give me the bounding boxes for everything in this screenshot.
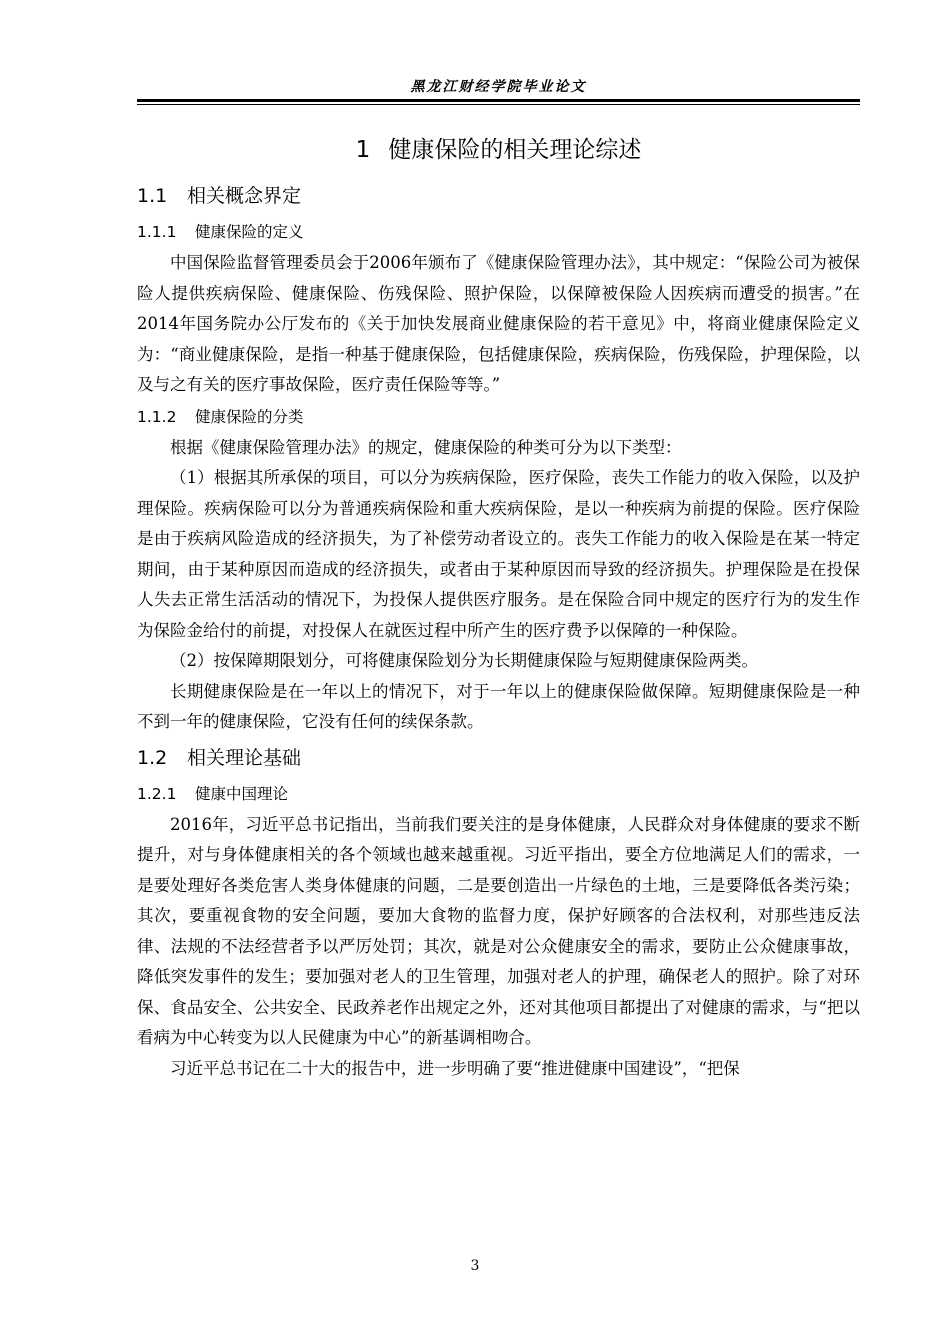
main-content xyxy=(137,130,860,1084)
running-header: 黑龙江财经学院毕业论文 xyxy=(410,79,587,95)
paragraph: 中国保险监督管理委员会于2006年颁布了《健康保险管理办法》，其中规定：“保险公司为被保险人提供疾病保险、健康保险、伤残保险、照护保险，以保障被保险人因疾病而遭受的损害。”在2014年国务院办公厅发布的《关于加快发展商业健康保险的若干意见》中，将商业健康保险定义为：“商业健康保险，是指一种基于健康保险，包括健康保险，疾病保险，伤残保险，护理保险，以及与之有关的医疗事故保险，医疗责任保险等等。” xyxy=(137,253,860,394)
paragraph: 长期健康保险是在一年以上的情况下，对于一年以上的健康保险做保障。短期健康保险是一种不到一年的健康保险，它没有任何的续保条款。 xyxy=(137,681,860,731)
section-number: 1.2 xyxy=(137,746,168,769)
chapter-number: 1 xyxy=(355,137,371,163)
subsection-title: 健康中国理论 xyxy=(195,784,289,803)
paragraph: 2016年，习近平总书记指出，当前我们要关注的是身体健康，人民群众对身体健康的要求不断提升，对与身体健康相关的各个领域也越来越重视。习近平指出，要全方位地满足人们的需求，一是要处理好各类危害人类身体健康的问题，二是要创造出一片绿色的土地，三是要降低各类污染；其次，要重视食物的安全问题，要加大食物的监督力度，保护好顾客的合法权利，对那些违反法律、法规的不法经营者予以严厉处罚；其次，就是对公众健康安全的需求，要防止公众健康事故，降低突发事件的发生；要加强对老人的卫生管理，加强对老人的护理，确保老人的照护。除了对环保、食品安全、公共安全、民政养老作出规定之外，还对其他项目都提出了对健康的需求，与“把以看病为中心转变为以人民健康为中心”的新基调相吻合。 xyxy=(137,814,860,1047)
chapter-title xyxy=(137,130,860,170)
subsection-number: 1.1.2 xyxy=(137,407,177,426)
subsection-heading-1-1-1 xyxy=(137,216,860,248)
paragraph: （2）按保障期限划分，可将健康保险划分为长期健康保险与短期健康保险两类。 xyxy=(170,651,758,670)
paragraph: 习近平总书记在二十大的报告中，进一步明确了要“推进健康中国建设”，“把保 xyxy=(170,1058,740,1078)
subsection-title: 健康保险的定义 xyxy=(195,223,304,241)
subsection-number: 1.1.1 xyxy=(137,223,177,241)
subsection-number: 1.2.1 xyxy=(137,784,177,803)
header-rule-thin xyxy=(137,104,860,105)
paragraph: （1）根据其所承保的项目，可以分为疾病保险，医疗保险，丧失工作能力的收入保险，以及护理保险。疾病保险可以分为普通疾病保险和重大疾病保险，是以一种疾病为前提的保险。医疗保险是由于疾病风险造成的经济损失，为了补偿劳动者设立的。丧失工作能力的收入保险是在某一特定期间，由于某种原因而造成的经济损失，或者由于某种原因而导致的经济损失。护理保险是在投保人失去正常生活活动的情况下，为投保人提供医疗服务。是在保险合同中规定的医疗行为的发生作为保险金给付的前提，对投保人在就医过程中所产生的医疗费予以保障的一种保险。 xyxy=(137,468,860,640)
subsection-heading-1-1-2 xyxy=(137,401,860,433)
chapter-title-text: 健康保险的相关理论综述 xyxy=(388,137,642,163)
subsection-heading-1-2-1 xyxy=(137,778,860,810)
section-title: 相关概念界定 xyxy=(187,185,302,207)
subsection-title: 健康保险的分类 xyxy=(195,407,304,426)
page-number: 3 xyxy=(470,1258,480,1274)
header-rule-thick xyxy=(137,99,860,102)
section-number: 1.1 xyxy=(137,185,168,207)
section-heading-1-1 xyxy=(137,176,860,216)
paragraph: 根据《健康保险管理办法》的规定，健康保险的种类可分为以下类型： xyxy=(170,437,682,457)
section-heading-1-2 xyxy=(137,738,860,778)
section-title: 相关理论基础 xyxy=(187,746,302,769)
